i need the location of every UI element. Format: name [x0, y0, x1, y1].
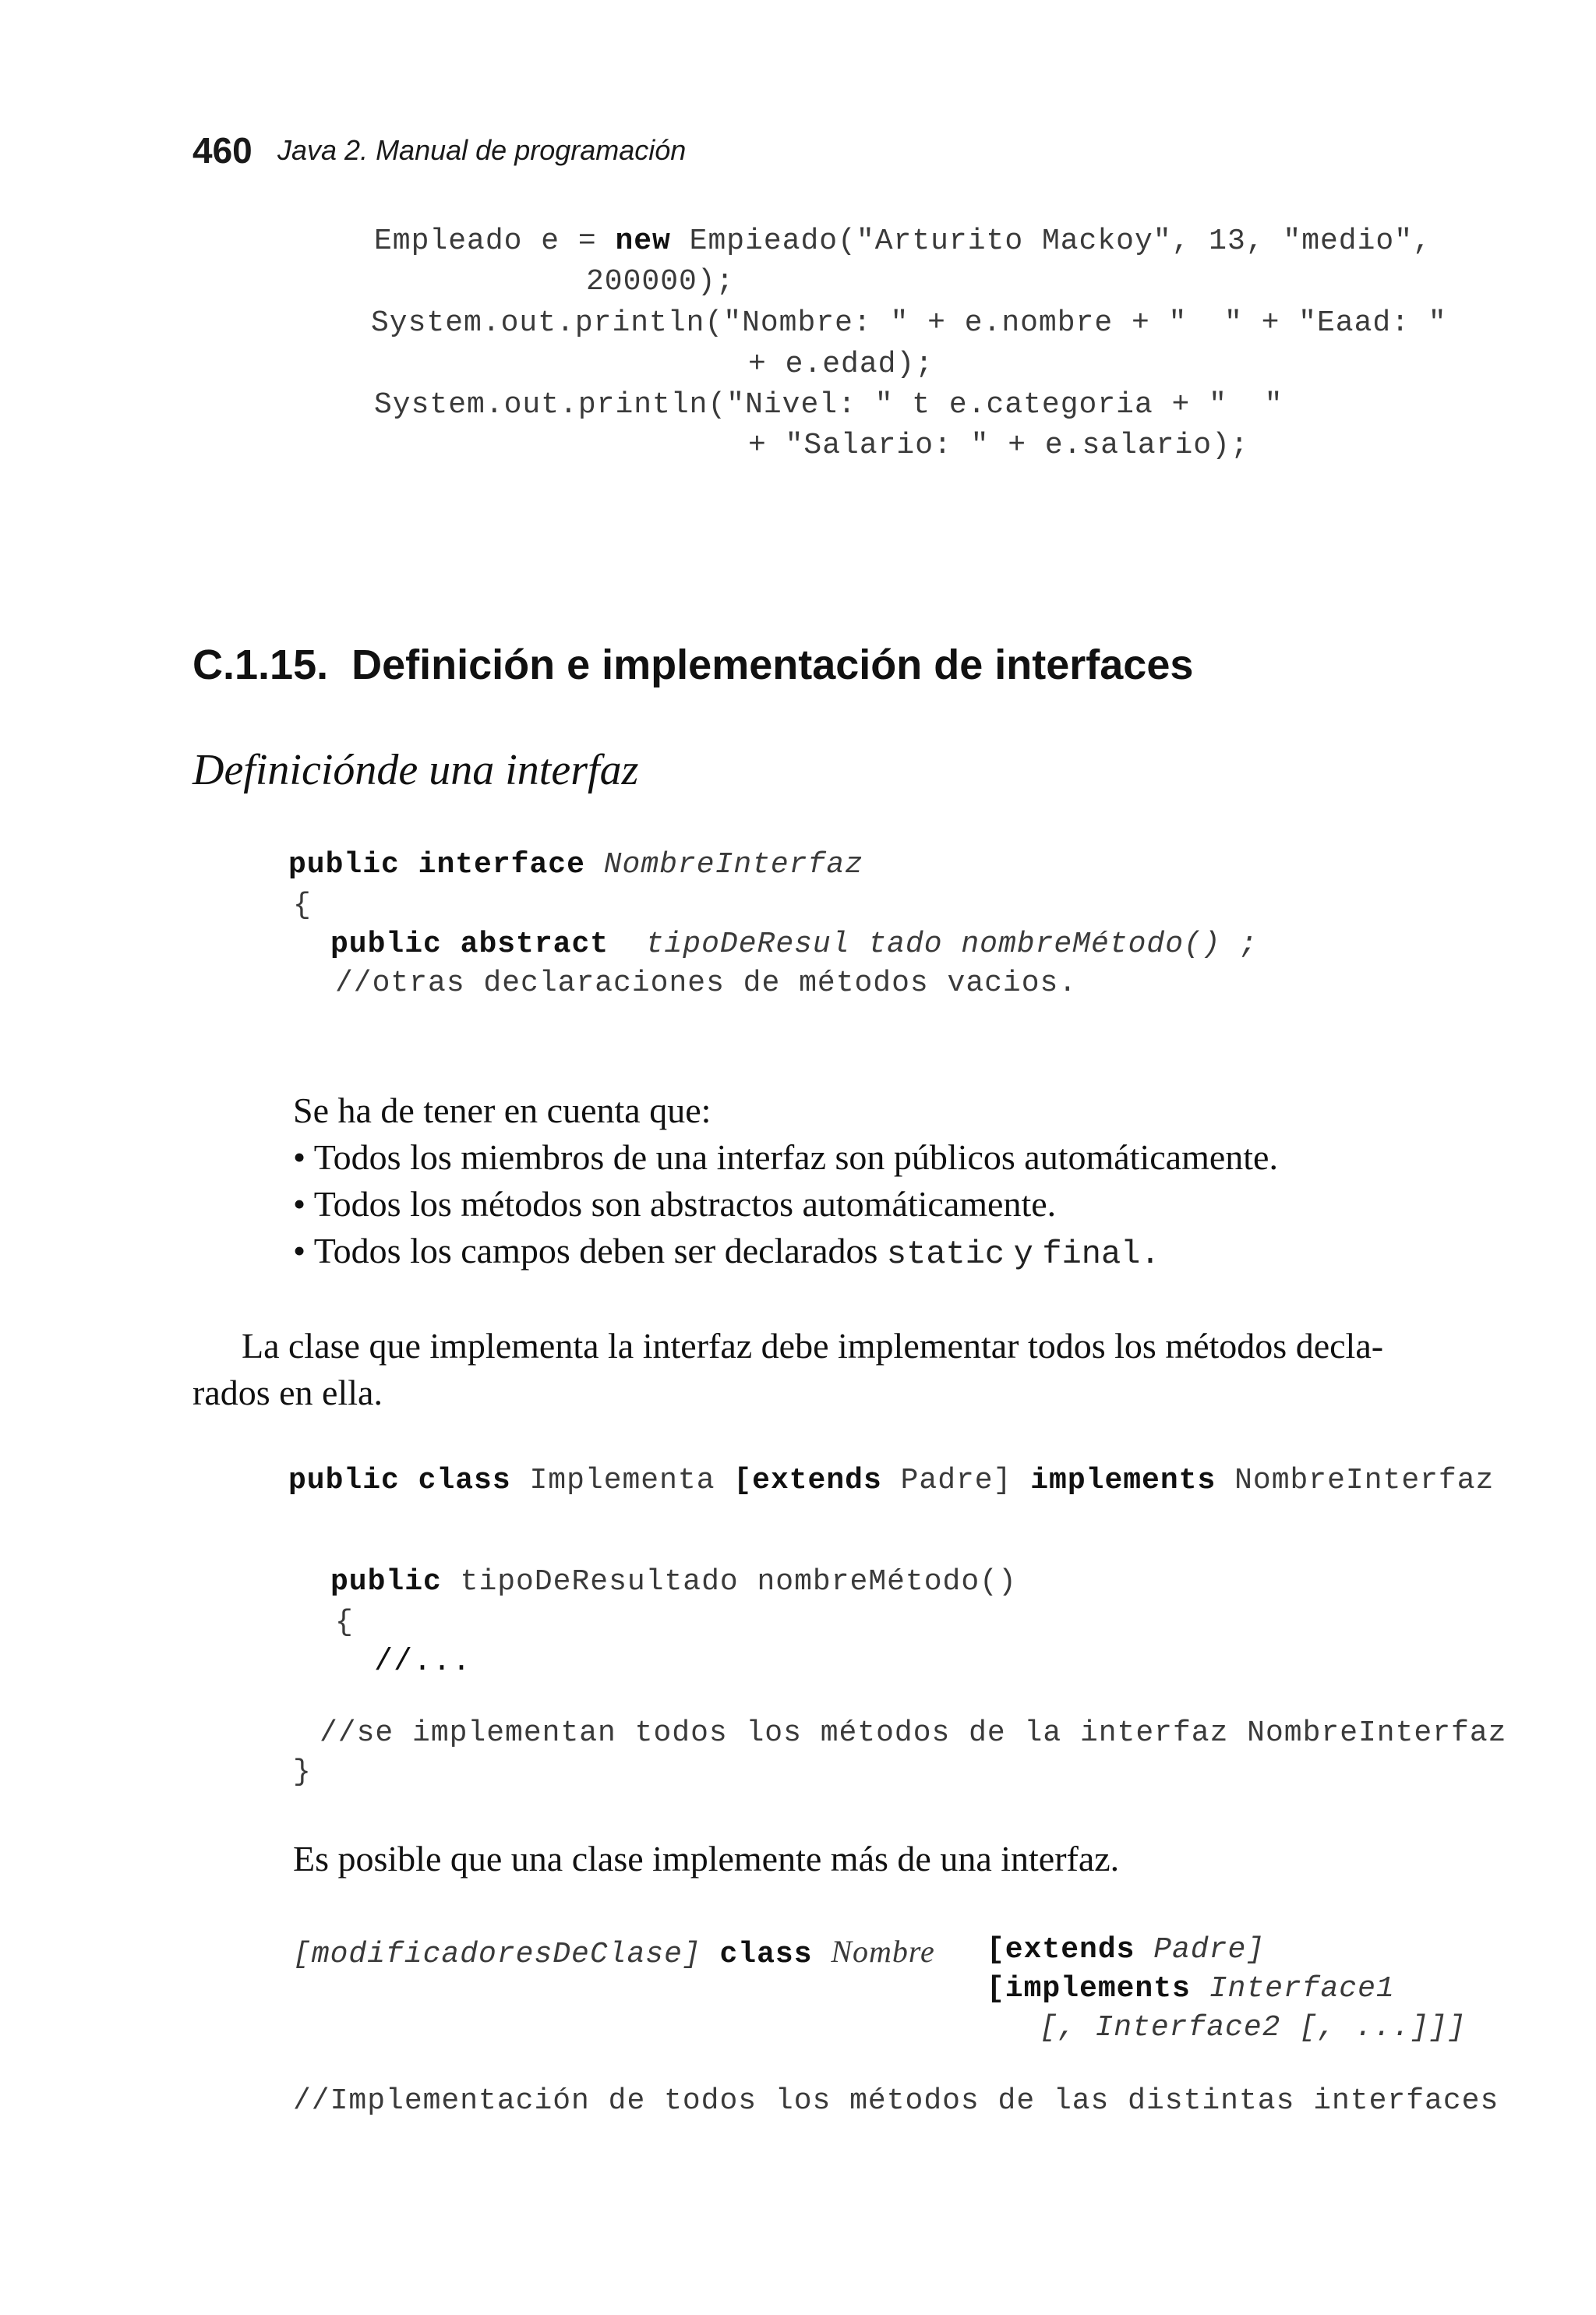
list-item: • Todos los campos deben ser declarados static y final. — [293, 1231, 1160, 1273]
code-line: { — [293, 889, 312, 922]
code-line: { — [335, 1606, 354, 1639]
code-line: public class Implementa [extends Padre] implements NombreInterfaz — [288, 1464, 1495, 1497]
code-comment: //se implementan todos los métodos de la interfaz NombreInterfaz — [320, 1716, 1507, 1750]
running-title: Java 2. Manual de programación — [277, 134, 687, 166]
code-line: Empleado e = new Empieado("Arturito Mackoy", 13, "medio", — [374, 224, 1432, 258]
bullet-icon: • — [293, 1231, 306, 1271]
code-line: [implements Interface1 — [987, 1972, 1395, 2006]
code-line: public interface NombreInterfaz — [288, 848, 863, 882]
code-comment: //Implementación de todos los métodos de las distintas interfaces — [293, 2084, 1499, 2118]
code-line: } — [293, 1755, 312, 1789]
code-comment: //... — [374, 1645, 472, 1680]
code-line: [extends Padre] — [987, 1933, 1266, 1967]
paragraph-line: La clase que implementa la interfaz debe implementar todos los métodos decla- — [242, 1326, 1384, 1366]
paragraph-line: Es posible que una clase implemente más de una interfaz. — [293, 1839, 1120, 1879]
bullet-icon: • — [293, 1184, 306, 1224]
code-comment: //otras declaraciones de métodos vacios. — [335, 967, 1078, 1000]
paragraph-line: rados en ella. — [192, 1373, 383, 1412]
code-line: public tipoDeResultado nombreMétodo() — [330, 1565, 1017, 1599]
code-line: [modificadoresDeClase] class Nombre — [293, 1934, 935, 1971]
code-line: + "Salario: " + e.salario); — [748, 429, 1249, 462]
list-item: • Todos los métodos son abstractos automáticamente. — [293, 1184, 1057, 1224]
section-title: C.1.15. Definición e implementación de interfaces — [192, 641, 1194, 688]
bullet-icon: • — [293, 1137, 306, 1177]
notes-intro: Se ha de tener en cuenta que: — [293, 1090, 711, 1130]
subheading: Definiciónde una interfaz — [192, 746, 639, 794]
code-line: System.out.println("Nombre: " + e.nombre + " " + "Eaad: " — [371, 306, 1447, 340]
code-line: [, Interface2 [, ...]]] — [1040, 2011, 1467, 2045]
code-line: 200000); — [586, 265, 735, 299]
list-item: • Todos los miembros de una interfaz son públicos automáticamente. — [293, 1137, 1278, 1177]
code-line: System.out.println("Nivel: " t e.categoria + " " — [374, 388, 1284, 422]
page-number: 460 — [192, 130, 252, 171]
code-line: public abstract tipoDeResul tado nombreMétodo() ; — [330, 928, 1259, 961]
code-line: + e.edad); — [748, 348, 934, 381]
